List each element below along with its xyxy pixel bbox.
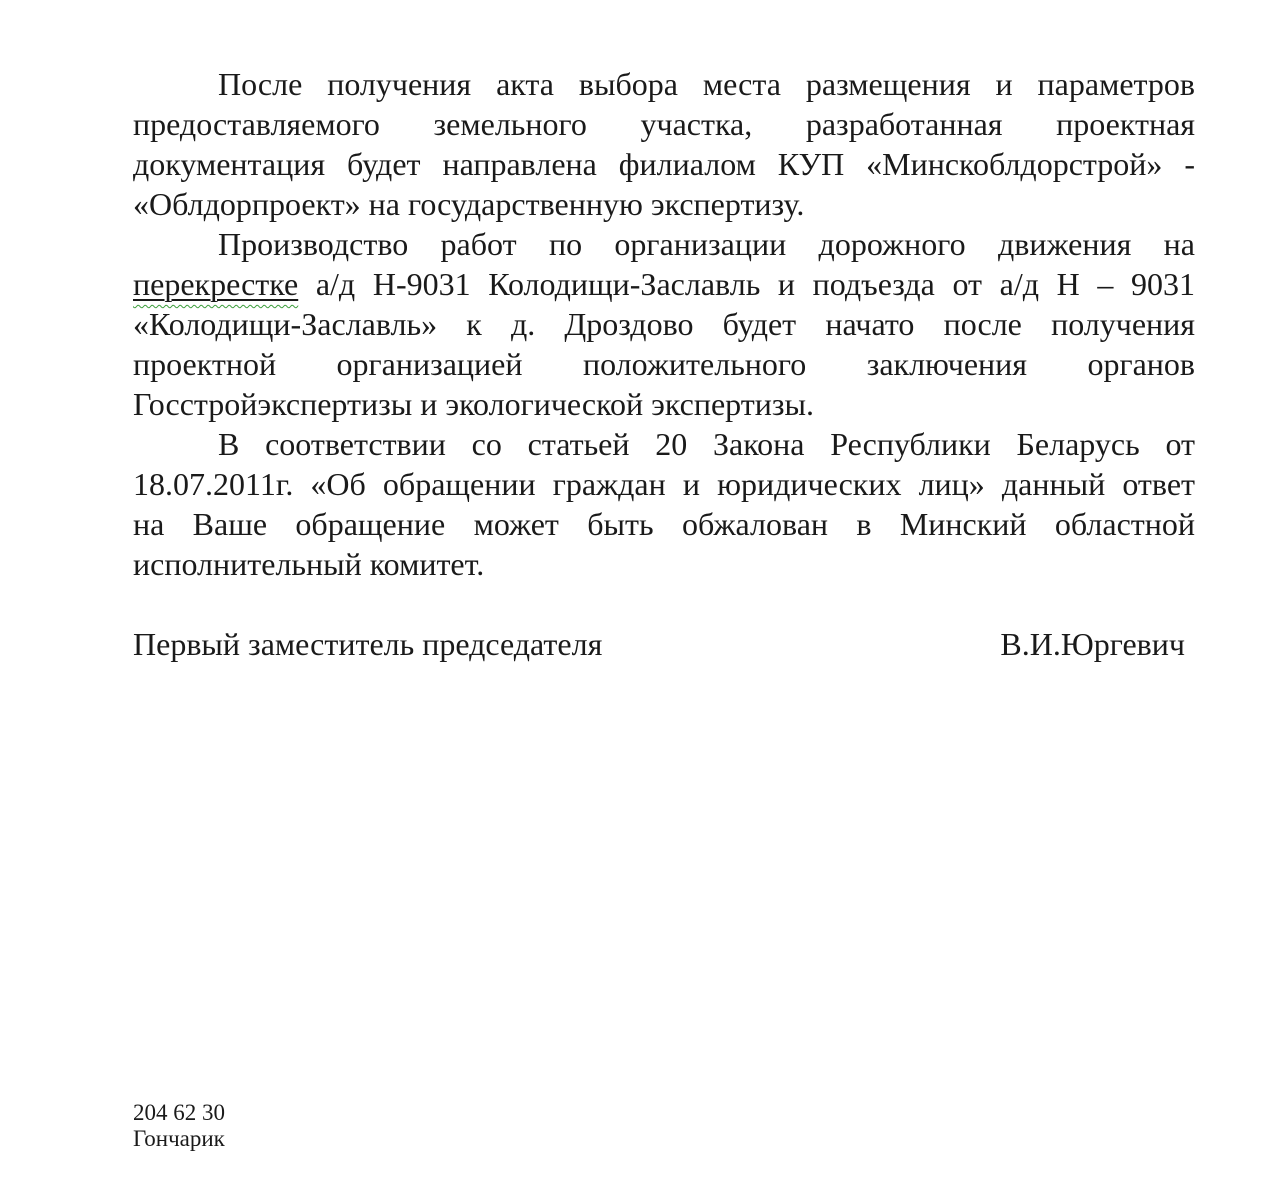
body-line: Производство работ по организации дорожного движения на <box>218 226 1195 262</box>
signature-row <box>133 624 1195 664</box>
body-line: предоставляемого земельного участка, разработанная проектная <box>133 106 1195 142</box>
executor-phone: 204 62 30 <box>133 1100 225 1125</box>
executor-name: Гончарик <box>133 1126 225 1151</box>
signer-name: В.И.Юргевич <box>1000 626 1185 662</box>
signer-position: Первый заместитель председателя <box>133 626 603 662</box>
paragraph-1 <box>133 64 1195 224</box>
body-line: исполнительный комитет. <box>133 546 485 582</box>
body-line-rest: а/д Н-9031 Колодищи-Заславль и подъезда от а/д Н – 9031 <box>298 266 1195 302</box>
body-line: документация будет направлена филиалом КУП «Минскоблдорстрой» - <box>133 146 1195 182</box>
executor-footer <box>133 1100 225 1152</box>
paragraph-2 <box>133 224 1195 424</box>
body-line-with-underlined-word <box>133 264 1195 304</box>
body-line: проектной организацией положительного заключения органов <box>133 346 1195 382</box>
grammar-check-wavy-underline <box>133 266 298 302</box>
paragraph-3 <box>133 424 1195 584</box>
body-line: После получения акта выбора места размещения и параметров <box>218 66 1195 102</box>
body-line: «Облдорпроект» на государственную экспертизу. <box>133 186 805 222</box>
body-line: на Ваше обращение может быть обжалован в Минский областной <box>133 506 1195 542</box>
body-line: Госстройэкспертизы и экологической экспертизы. <box>133 386 814 422</box>
body-line: 18.07.2011г. «Об обращении граждан и юридических лиц» данный ответ <box>133 466 1195 502</box>
underlined-word: перекрестке <box>133 266 299 302</box>
body-line: В соответствии со статьей 20 Закона Республики Беларусь от <box>218 426 1195 462</box>
letter-body <box>133 64 1195 664</box>
body-line: «Колодищи-Заславль» к д. Дроздово будет начато после получения <box>133 306 1195 342</box>
